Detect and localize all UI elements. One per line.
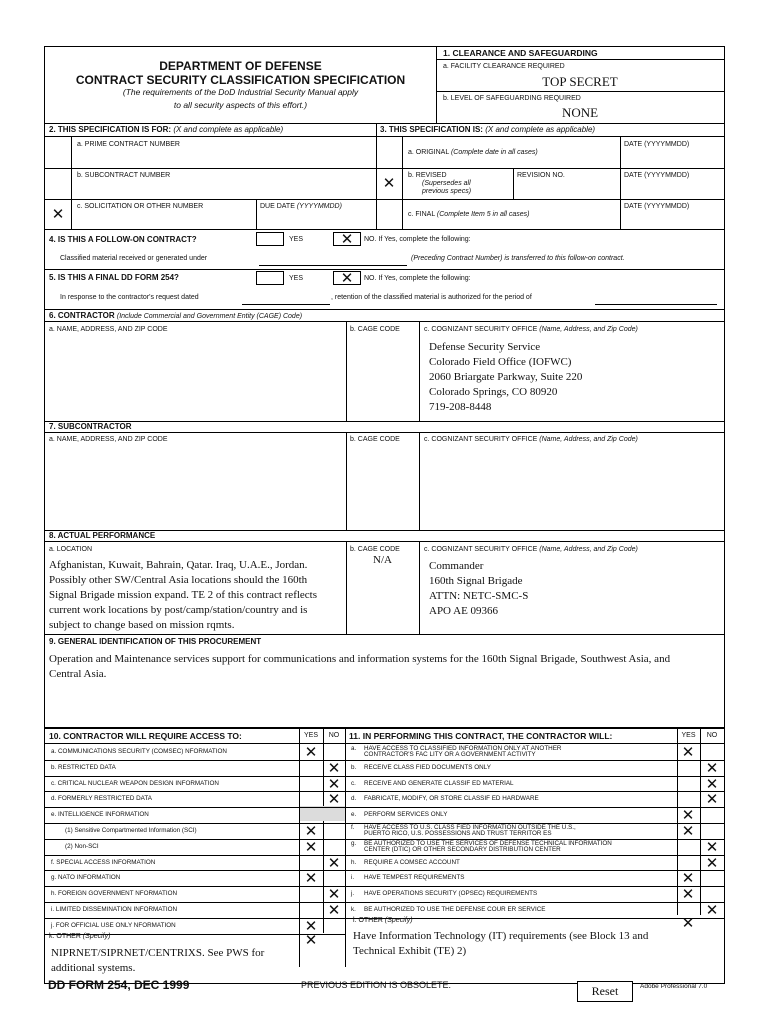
access-item-label: (2) Non-SCI (65, 842, 99, 850)
location-label: a. LOCATION (49, 546, 93, 553)
access-item-label: b. RESTRICTED DATA (51, 763, 116, 771)
location-line-4[interactable]: current work locations by post/camp/station/country and is (49, 604, 308, 616)
facility-clearance-value[interactable]: TOP SECRET (542, 74, 618, 89)
access-item-label: a. COMMUNICATIONS SECURITY (COMSEC) NFORMATION (51, 748, 227, 755)
reset-button[interactable]: Reset (577, 981, 633, 1002)
intel-header-shade (300, 806, 345, 821)
block7-title: 7. SUBCONTRACTOR (49, 422, 132, 431)
location-line-5[interactable]: subject to change based on mission rqmts. (49, 619, 235, 631)
perform-item-letter: j. (351, 890, 355, 898)
block11-no-header: NO (706, 732, 718, 739)
revised-note-2: previous specs) (422, 188, 472, 195)
perform-item-yes-checkbox[interactable]: ✕ (681, 869, 695, 888)
followon-no-mark: ✕ (340, 230, 354, 248)
perform-item-label: FABRICATE, MODIFY, OR STORE CLASSIF ED HARDWARE (364, 795, 539, 803)
access-item-yes-checkbox[interactable]: ✕ (304, 916, 318, 935)
access-item-yes-checkbox[interactable]: ✕ (304, 822, 318, 840)
revised-checkbox[interactable]: ✕ (382, 174, 396, 192)
followon-yes-checkbox[interactable] (256, 232, 284, 246)
access-item-no-checkbox[interactable]: ✕ (327, 885, 341, 904)
access-other-text-1[interactable]: NIPRNET/SIPRNET/CENTRIXS. See PWS for (51, 947, 265, 959)
perform-other-label: l. OTHER (Specify) (353, 917, 413, 924)
perform-item-no-checkbox[interactable]: ✕ (705, 837, 719, 856)
perform-other-text-1[interactable]: Have Information Technology (IT) requirements (see Block 13 and (353, 930, 649, 942)
block8-title: 8. ACTUAL PERFORMANCE (49, 531, 156, 540)
access-item-no-checkbox[interactable]: ✕ (327, 790, 341, 809)
revision-no-label: REVISION NO. (517, 172, 565, 179)
performance-cso-label: c. COGNIZANT SECURITY OFFICE (Name, Address, and Zip Code) (424, 546, 638, 553)
access-item-yes-checkbox[interactable]: ✕ (304, 743, 318, 761)
access-item-no-checkbox[interactable]: ✕ (327, 774, 341, 793)
form-frame (44, 46, 725, 984)
solicitation-label: c. SOLICITATION OR OTHER NUMBER (77, 203, 204, 210)
perform-item-letter: i. (351, 874, 355, 882)
followon-line-note: (Preceding Contract Number) is transferred to this follow-on contract. (411, 255, 625, 262)
solicitation-checkbox[interactable]: ✕ (51, 205, 65, 223)
access-item-label: d. FORMERLY RESTRICTED DATA (51, 795, 152, 803)
performance-cso-line-1[interactable]: Commander (429, 560, 484, 572)
block1-title: 1. CLEARANCE AND SAFEGUARDING (443, 48, 598, 58)
perform-item-label: HAVE OPERATIONS SECURITY (OPSEC) REQUIREMENTS (364, 890, 538, 898)
block9-title: 9. GENERAL IDENTIFICATION OF THIS PROCUREMENT (49, 637, 262, 646)
final254-line-label: In response to the contractor's request dated (60, 294, 199, 301)
procurement-text-1[interactable]: Operation and Maintenance services support for communications and information systems for the 160th Signal Brigade, Southwest Asia, and (49, 653, 671, 665)
perform-item-letter: b. (351, 763, 357, 771)
block10-yes-header: YES (303, 732, 318, 739)
facility-clearance-label: a. FACILITY CLEARANCE REQUIRED (443, 63, 565, 70)
final254-no-label: NO. If Yes, complete the following: (364, 275, 471, 282)
final-date-label: DATE (YYYYMMDD) (624, 203, 690, 210)
final254-no-mark: ✕ (340, 269, 354, 287)
producer-note: Adobe Professional 7.0 (640, 983, 708, 990)
perform-item-label: PERFORM SERVICES ONLY (364, 811, 448, 819)
followon-yes-label: YES (289, 236, 304, 243)
form-subtitle-2: to all security aspects of this effort.) (173, 100, 308, 110)
perform-item-yes-checkbox[interactable]: ✕ (681, 885, 695, 904)
contractor-cso-line-3[interactable]: 2060 Briargate Parkway, Suite 220 (429, 371, 583, 383)
performance-cage-value[interactable]: N/A (373, 554, 392, 566)
access-item-yes-checkbox[interactable]: ✕ (304, 837, 318, 856)
subcontractor-name-label: a. NAME, ADDRESS, AND ZIP CODE (49, 436, 168, 443)
access-item-no-checkbox[interactable]: ✕ (327, 853, 341, 872)
perform-item-yes-checkbox[interactable]: ✕ (681, 806, 695, 825)
perform-item-letter: k. (351, 906, 356, 913)
location-line-2[interactable]: Possibly other SW/Central Asia locations should the 160th (49, 574, 308, 586)
subcontractor-cage-label: b. CAGE CODE (350, 436, 400, 443)
prime-contract-label: a. PRIME CONTRACT NUMBER (77, 141, 180, 148)
perform-item-label: RECEIVE AND GENERATE CLASSIF ED MATERIAL (364, 779, 514, 787)
perform-item-no-checkbox[interactable]: ✕ (705, 901, 719, 919)
block4-title: 4. IS THIS A FOLLOW-ON CONTRACT? (49, 235, 197, 244)
perform-item-label-cont: CENTER (DTIC) OR OTHER SECONDARY DISTRIBUTION CENTER (364, 845, 561, 853)
subcontractor-cso-label: c. COGNIZANT SECURITY OFFICE (Name, Address, and Zip Code) (424, 436, 638, 443)
access-item-label: f. SPECIAL ACCESS INFORMATION (51, 858, 156, 866)
access-item-label: g. NATO INFORMATION (51, 874, 121, 882)
block11-yes-header: YES (681, 732, 696, 739)
performance-cage-label: b. CAGE CODE (350, 546, 400, 553)
revised-date-label: DATE (YYYYMMDD) (624, 172, 690, 179)
location-line-1[interactable]: Afghanistan, Kuwait, Bahrain, Qatar. Iraq, U.A.E., Jordan. (49, 559, 308, 571)
contractor-name-label: a. NAME, ADDRESS, AND ZIP CODE (49, 326, 168, 333)
performance-cso-line-3[interactable]: ATTN: NETC-SMC-S (429, 590, 529, 602)
perform-item-no-checkbox[interactable]: ✕ (705, 774, 719, 793)
perform-item-label: BE AUTHORIZED TO USE THE DEFENSE COUR ER SERVICE (364, 906, 546, 913)
perform-item-no-checkbox[interactable]: ✕ (705, 853, 719, 872)
access-item-label: i. LIMITED DISSEMINATION INFORMATION (51, 906, 178, 913)
perform-item-letter: f. (351, 824, 355, 831)
perform-item-letter: d. (351, 795, 357, 803)
perform-item-label: REQUIRE A COMSEC ACCOUNT (364, 858, 460, 866)
perform-item-label: HAVE ACCESS TO CLASSIFIED INFORMATION ONLY AT ANOTHER (364, 745, 562, 752)
perform-item-label-cont: CONTRACTOR'S FAC LITY OR A GOVERNMENT ACTIVITY (364, 751, 536, 758)
perform-item-yes-checkbox[interactable]: ✕ (681, 743, 695, 761)
location-line-3[interactable]: Signal Brigade mission expand. TE 2 of this contract reflects (49, 589, 318, 601)
followon-no-label: NO. If Yes, complete the following: (364, 236, 471, 243)
access-item-no-checkbox[interactable]: ✕ (327, 901, 341, 919)
perform-other-yes[interactable]: ✕ (681, 914, 695, 932)
contractor-cso-line-2[interactable]: Colorado Field Office (IOFWC) (429, 356, 572, 368)
perform-item-no-checkbox[interactable]: ✕ (705, 758, 719, 777)
perform-other-text-2[interactable]: Technical Exhibit (TE) 2) (353, 945, 467, 957)
contractor-cage-label: b. CAGE CODE (350, 326, 400, 333)
final254-yes-label: YES (289, 275, 304, 282)
block3-title: 3. THIS SPECIFICATION IS: (X and complete as applicable) (380, 125, 596, 134)
perform-item-letter: h. (351, 858, 357, 866)
block2-title: 2. THIS SPECIFICATION IS FOR: (X and complete as applicable) (49, 125, 284, 134)
final254-line-note: , retention of the classified material is authorized for the period of (331, 294, 532, 301)
contractor-cso-label: c. COGNIZANT SECURITY OFFICE (Name, Address, and Zip Code) (424, 326, 638, 333)
contractor-cso-line-5[interactable]: 719-208-8448 (429, 401, 492, 413)
access-item-label: h. FOREIGN GOVERNMENT NFORMATION (51, 890, 178, 898)
safeguarding-value[interactable]: NONE (561, 105, 599, 120)
perform-item-letter: e. (351, 811, 357, 819)
perform-item-label-cont: PUERTO RICO, U.S. POSSESSIONS AND TRUST TERRITOR ES (364, 830, 552, 837)
revised-note-1: (Supersedes all (422, 180, 471, 187)
access-other-text-2[interactable]: additional systems. (51, 962, 136, 974)
block10-no-header: NO (328, 732, 340, 739)
perform-item-letter: a. (351, 745, 357, 752)
final254-yes-checkbox[interactable] (256, 271, 284, 285)
revised-label: b. REVISED (408, 172, 447, 179)
access-item-label: j. FOR OFFICIAL USE ONLY NFORMATION (51, 921, 176, 929)
procurement-text-2[interactable]: Central Asia. (49, 668, 107, 680)
dept-title: DEPARTMENT OF DEFENSE (159, 59, 322, 73)
access-item-label: e. INTELLIGENCE INFORMATION (51, 811, 149, 819)
perform-item-letter: g. (351, 839, 357, 847)
final-label: c. FINAL (Complete Item 5 in all cases) (408, 211, 530, 218)
safeguarding-label: b. LEVEL OF SAFEGUARDING REQUIRED (443, 95, 581, 102)
followon-line-label: Classified material received or generated under (60, 255, 208, 262)
perform-item-letter: c. (351, 779, 356, 787)
previous-edition-note: PREVIOUS EDITION IS OBSOLETE. (301, 980, 452, 990)
due-date-label: DUE DATE (YYYYMMDD) (260, 203, 342, 210)
perform-item-label: BE AUTHORIZED TO USE THE SERVICES OF DEFENSE TECHNICAL INFORMATION (364, 839, 612, 847)
contractor-cso-line-4[interactable]: Colorado Springs, CO 80920 (429, 386, 558, 398)
block10-title: 10. CONTRACTOR WILL REQUIRE ACCESS TO: (49, 731, 242, 741)
perform-item-label: RECEIVE CLASS FIED DOCUMENTS ONLY (364, 763, 491, 771)
access-item-label: c. CRITICAL NUCLEAR WEAPON DESIGN INFORMATION (51, 779, 219, 787)
access-item-label: (1) Sensitive Compartmented Information (SCI) (65, 827, 197, 834)
block5-title: 5. IS THIS A FINAL DD FORM 254? (49, 273, 179, 282)
access-other-label: k. OTHER (Specify) (49, 933, 111, 940)
form-title: CONTRACT SECURITY CLASSIFICATION SPECIFICATION (75, 73, 406, 87)
original-date-label: DATE (YYYYMMDD) (624, 141, 690, 148)
performance-cso-line-2[interactable]: 160th Signal Brigade (429, 575, 523, 587)
perform-item-label: HAVE TEMPEST REQUIREMENTS (364, 874, 465, 882)
form-subtitle-1: (The requirements of the DoD Industrial Security Manual apply (122, 87, 359, 97)
access-other-yes[interactable]: ✕ (304, 931, 318, 949)
perform-item-label: HAVE ACCESS TO U.S. CLASS FIED INFORMATION OUTSIDE THE U.S., (364, 824, 576, 831)
perform-item-no-checkbox[interactable]: ✕ (705, 790, 719, 809)
block11-title: 11. IN PERFORMING THIS CONTRACT, THE CONTRACTOR WILL: (349, 731, 613, 741)
performance-cso-line-4[interactable]: APO AE 09366 (429, 605, 499, 617)
access-item-no-checkbox[interactable]: ✕ (327, 758, 341, 777)
contractor-cso-line-1[interactable]: Defense Security Service (429, 341, 541, 353)
perform-item-yes-checkbox[interactable]: ✕ (681, 822, 695, 840)
access-item-yes-checkbox[interactable]: ✕ (304, 869, 318, 888)
form-id: DD FORM 254, DEC 1999 (48, 978, 190, 992)
original-label: a. ORIGINAL (Complete date in all cases) (408, 149, 538, 156)
block6-title: 6. CONTRACTOR (Include Commercial and Government Entity (CAGE) Code) (49, 311, 303, 320)
subcontract-label: b. SUBCONTRACT NUMBER (77, 172, 171, 179)
